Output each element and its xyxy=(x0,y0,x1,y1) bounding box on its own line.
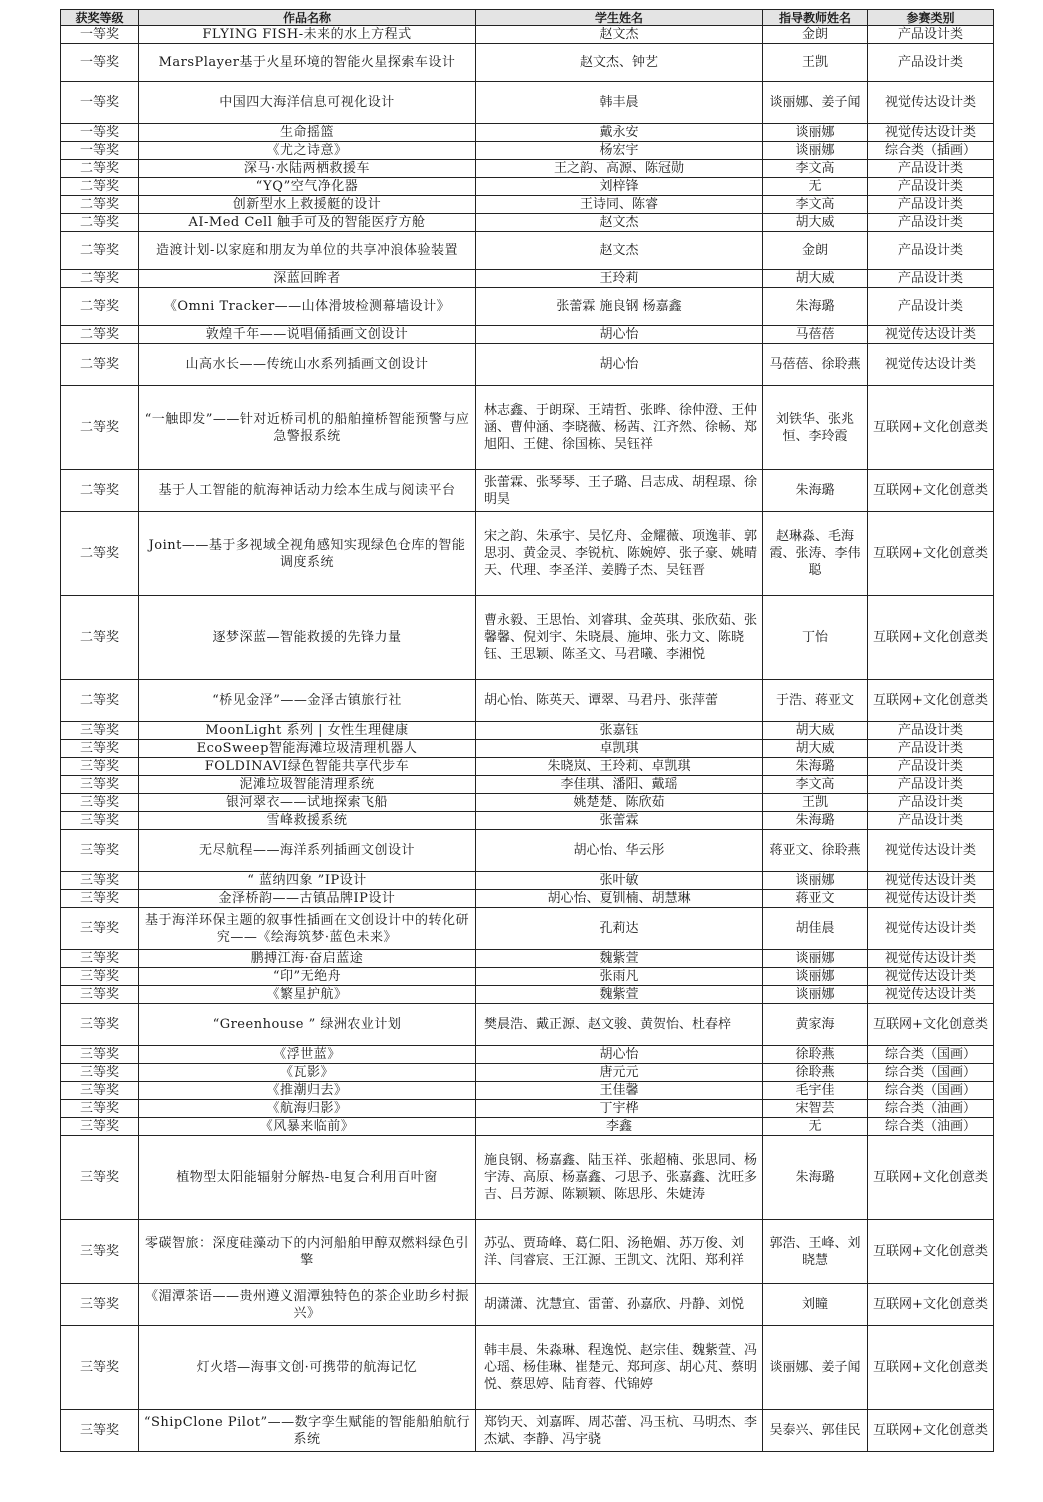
student-names-cell: 李佳琪、潘阳、戴瑶 xyxy=(476,776,763,794)
work-title-cell: 金泽桥韵——古镇品牌IP设计 xyxy=(139,890,476,908)
category-cell: 互联网+文化创意类 xyxy=(868,1136,994,1220)
award-level-cell: 一等奖 xyxy=(61,44,139,82)
advisor-names-cell: 毛宇佳 xyxy=(763,1082,868,1100)
work-title-cell: “YQ”空气净化器 xyxy=(139,178,476,196)
table-row xyxy=(61,344,994,386)
work-title-cell: 逐梦深蓝—智能救援的先锋力量 xyxy=(139,596,476,680)
student-names-cell: 刘梓锋 xyxy=(476,178,763,196)
award-level-cell: 二等奖 xyxy=(61,232,139,270)
category-cell: 视觉传达设计类 xyxy=(868,326,994,344)
student-names-cell: 韩丰晨、朱淼琳、程逸悦、赵宗佳、魏紫萱、冯心瑶、杨佳琳、崔楚元、郑珂彦、胡心芃、蔡明悦、蔡思婷、陆育蓉、代锦婷 xyxy=(476,1326,763,1410)
table-row xyxy=(61,1046,994,1064)
table-row xyxy=(61,968,994,986)
award-level-cell: 三等奖 xyxy=(61,1136,139,1220)
category-cell: 产品设计类 xyxy=(868,196,994,214)
student-names-cell: 樊晨浩、戴正源、赵文骏、黄贺怡、杜春梓 xyxy=(476,1004,763,1046)
work-title-cell: 《尤之诗意》 xyxy=(139,142,476,160)
award-level-cell: 三等奖 xyxy=(61,1004,139,1046)
advisor-names-cell: 吴泰兴、郭佳民 xyxy=(763,1410,868,1452)
work-title-cell: 《风暴来临前》 xyxy=(139,1118,476,1136)
award-level-cell: 三等奖 xyxy=(61,950,139,968)
category-cell: 视觉传达设计类 xyxy=(868,890,994,908)
table-row xyxy=(61,596,994,680)
table-row xyxy=(61,270,994,288)
award-level-cell: 一等奖 xyxy=(61,82,139,124)
category-cell: 视觉传达设计类 xyxy=(868,124,994,142)
table-row xyxy=(61,1064,994,1082)
category-cell: 产品设计类 xyxy=(868,722,994,740)
award-level-cell: 三等奖 xyxy=(61,740,139,758)
work-title-cell: AI-Med Cell 触手可及的智能医疗方舱 xyxy=(139,214,476,232)
advisor-names-cell: 谈丽娜 xyxy=(763,968,868,986)
category-cell: 视觉传达设计类 xyxy=(868,950,994,968)
work-title-cell: 《Omni Tracker——山体滑坡检测幕墙设计》 xyxy=(139,288,476,326)
student-names-cell: 王玲莉 xyxy=(476,270,763,288)
advisor-names-cell: 胡大威 xyxy=(763,214,868,232)
student-names-cell: 胡心怡、夏钏楠、胡慧琳 xyxy=(476,890,763,908)
award-level-cell: 二等奖 xyxy=(61,270,139,288)
student-names-cell: 胡心怡 xyxy=(476,1046,763,1064)
table-row xyxy=(61,512,994,596)
advisor-names-cell: 胡佳晨 xyxy=(763,908,868,950)
table-row xyxy=(61,830,994,872)
advisor-names-cell: 无 xyxy=(763,1118,868,1136)
category-cell: 互联网+文化创意类 xyxy=(868,1284,994,1326)
student-names-cell: 张雨凡 xyxy=(476,968,763,986)
table-row xyxy=(61,908,994,950)
advisor-names-cell: 胡大威 xyxy=(763,270,868,288)
category-cell: 互联网+文化创意类 xyxy=(868,596,994,680)
category-cell: 产品设计类 xyxy=(868,178,994,196)
award-level-cell: 二等奖 xyxy=(61,288,139,326)
category-cell: 互联网+文化创意类 xyxy=(868,1326,994,1410)
award-level-cell: 三等奖 xyxy=(61,722,139,740)
table-row xyxy=(61,288,994,326)
advisor-names-cell: 黄家海 xyxy=(763,1004,868,1046)
student-names-cell: 宋之韵、朱承宇、吴忆舟、金耀薇、项逸菲、郭思羽、黄金灵、李锐杭、陈婉婷、张子豪、姚晴天、代理、李圣洋、姜腾子杰、吴钰晋 xyxy=(476,512,763,596)
student-names-cell: 张嘉钰 xyxy=(476,722,763,740)
work-title-cell: 基于海洋环保主题的叙事性插画在文创设计中的转化研究——《绘海筑梦·蓝色未来》 xyxy=(139,908,476,950)
advisor-names-cell: 金朗 xyxy=(763,26,868,44)
student-names-cell: 朱晓岚、王玲莉、卓凯琪 xyxy=(476,758,763,776)
student-names-cell: 卓凯琪 xyxy=(476,740,763,758)
award-level-cell: 二等奖 xyxy=(61,326,139,344)
table-row xyxy=(61,160,994,178)
student-names-cell: 魏紫萱 xyxy=(476,950,763,968)
work-title-cell: 《航海归影》 xyxy=(139,1100,476,1118)
work-title-cell: “ 蓝纳四象 ”IP设计 xyxy=(139,872,476,890)
category-cell: 产品设计类 xyxy=(868,26,994,44)
work-title-cell: MarsPlayer基于火星环境的智能火星探索车设计 xyxy=(139,44,476,82)
award-level-cell: 三等奖 xyxy=(61,1046,139,1064)
award-level-cell: 二等奖 xyxy=(61,344,139,386)
table-row xyxy=(61,890,994,908)
award-level-cell: 二等奖 xyxy=(61,160,139,178)
work-title-cell: “一触即发”——针对近桥司机的船舶撞桥智能预警与应急警报系统 xyxy=(139,386,476,470)
award-level-cell: 二等奖 xyxy=(61,178,139,196)
work-title-cell: 《浮世蓝》 xyxy=(139,1046,476,1064)
work-title-cell: EcoSweep智能海滩垃圾清理机器人 xyxy=(139,740,476,758)
advisor-names-cell: 蒋亚文 xyxy=(763,890,868,908)
award-level-cell: 三等奖 xyxy=(61,872,139,890)
advisor-names-cell: 胡大威 xyxy=(763,722,868,740)
advisor-names-cell: 谈丽娜 xyxy=(763,986,868,1004)
category-cell: 综合类（国画） xyxy=(868,1046,994,1064)
award-level-cell: 二等奖 xyxy=(61,196,139,214)
student-names-cell: 施良钢、杨嘉鑫、陆玉祥、张超楠、张思同、杨宇涛、高原、杨嘉鑫、刁思予、张嘉鑫、沈旺多吉、吕芳源、陈颖颖、陈思彤、朱婕涛 xyxy=(476,1136,763,1220)
category-cell: 综合类（油画） xyxy=(868,1118,994,1136)
category-cell: 互联网+文化创意类 xyxy=(868,512,994,596)
table-row xyxy=(61,232,994,270)
student-names-cell: 张蕾霖、张琴琴、王子璐、吕志成、胡程璟、徐明昊 xyxy=(476,470,763,512)
award-level-cell: 三等奖 xyxy=(61,1118,139,1136)
advisor-names-cell: 谈丽娜、姜子闻 xyxy=(763,82,868,124)
advisor-names-cell: 朱海璐 xyxy=(763,758,868,776)
student-names-cell: 赵文杰 xyxy=(476,214,763,232)
table-row xyxy=(61,1326,994,1410)
category-cell: 视觉传达设计类 xyxy=(868,986,994,1004)
work-title-cell: 银河翠衣——试地探索飞船 xyxy=(139,794,476,812)
award-level-cell: 二等奖 xyxy=(61,470,139,512)
category-cell: 互联网+文化创意类 xyxy=(868,1220,994,1284)
header-award-level: 获奖等级 xyxy=(61,10,139,26)
category-cell: 产品设计类 xyxy=(868,812,994,830)
header-advisor-names: 指导教师姓名 xyxy=(763,10,868,26)
work-title-cell: 零碳智旅：深度硅藻动下的内河船舶甲醇双燃料绿色引擎 xyxy=(139,1220,476,1284)
table-row xyxy=(61,1082,994,1100)
table-row xyxy=(61,386,994,470)
work-title-cell: 鹏搏江海·奋启蓝途 xyxy=(139,950,476,968)
advisor-names-cell: 朱海璐 xyxy=(763,470,868,512)
table-row xyxy=(61,986,994,1004)
work-title-cell: 无尽航程——海洋系列插画文创设计 xyxy=(139,830,476,872)
category-cell: 互联网+文化创意类 xyxy=(868,1410,994,1452)
student-names-cell: 孔莉达 xyxy=(476,908,763,950)
header-student-names: 学生姓名 xyxy=(476,10,763,26)
category-cell: 视觉传达设计类 xyxy=(868,830,994,872)
category-cell: 产品设计类 xyxy=(868,794,994,812)
table-row xyxy=(61,680,994,722)
award-level-cell: 二等奖 xyxy=(61,596,139,680)
table-body xyxy=(61,26,994,1452)
category-cell: 产品设计类 xyxy=(868,776,994,794)
table-row xyxy=(61,794,994,812)
student-names-cell: 姚楚楚、陈欣茹 xyxy=(476,794,763,812)
award-level-cell: 三等奖 xyxy=(61,1410,139,1452)
student-names-cell: 张蕾霖 xyxy=(476,812,763,830)
student-names-cell: 张蕾霖 施良钢 杨嘉鑫 xyxy=(476,288,763,326)
award-level-cell: 一等奖 xyxy=(61,142,139,160)
advisor-names-cell: 李文高 xyxy=(763,196,868,214)
advisor-names-cell: 李文高 xyxy=(763,776,868,794)
category-cell: 视觉传达设计类 xyxy=(868,908,994,950)
award-level-cell: 三等奖 xyxy=(61,1220,139,1284)
award-table xyxy=(60,9,994,1452)
category-cell: 产品设计类 xyxy=(868,758,994,776)
advisor-names-cell: 徐聆燕 xyxy=(763,1046,868,1064)
category-cell: 综合类（插画） xyxy=(868,142,994,160)
category-cell: 互联网+文化创意类 xyxy=(868,386,994,470)
table-row xyxy=(61,82,994,124)
work-title-cell: 深蓝回眸者 xyxy=(139,270,476,288)
advisor-names-cell: 王凯 xyxy=(763,794,868,812)
table-row xyxy=(61,812,994,830)
award-level-cell: 三等奖 xyxy=(61,830,139,872)
award-level-cell: 三等奖 xyxy=(61,968,139,986)
category-cell: 产品设计类 xyxy=(868,232,994,270)
advisor-names-cell: 丁怡 xyxy=(763,596,868,680)
category-cell: 视觉传达设计类 xyxy=(868,968,994,986)
category-cell: 产品设计类 xyxy=(868,740,994,758)
table-row xyxy=(61,1410,994,1452)
advisor-names-cell: 马蓓蓓、徐聆燕 xyxy=(763,344,868,386)
award-level-cell: 三等奖 xyxy=(61,794,139,812)
student-names-cell: 魏紫萱 xyxy=(476,986,763,1004)
advisor-names-cell: 马蓓蓓 xyxy=(763,326,868,344)
header-row xyxy=(61,10,994,26)
work-title-cell: “Greenhouse ” 绿洲农业计划 xyxy=(139,1004,476,1046)
advisor-names-cell: 朱海璐 xyxy=(763,1136,868,1220)
table-row xyxy=(61,196,994,214)
award-level-cell: 二等奖 xyxy=(61,512,139,596)
category-cell: 视觉传达设计类 xyxy=(868,872,994,890)
student-names-cell: 王佳馨 xyxy=(476,1082,763,1100)
table-header xyxy=(61,10,994,26)
advisor-names-cell: 于浩、蒋亚文 xyxy=(763,680,868,722)
advisor-names-cell: 李文高 xyxy=(763,160,868,178)
student-names-cell: 苏弘、贾琦峰、葛仁阳、汤艳媚、苏万俊、刘洋、闫睿宸、王江源、王凯文、沈阳、郑利祥 xyxy=(476,1220,763,1284)
table-row xyxy=(61,1220,994,1284)
award-level-cell: 三等奖 xyxy=(61,1064,139,1082)
category-cell: 互联网+文化创意类 xyxy=(868,680,994,722)
category-cell: 综合类（油画） xyxy=(868,1100,994,1118)
table-row xyxy=(61,178,994,196)
table-row xyxy=(61,1118,994,1136)
work-title-cell: 《繁星护航》 xyxy=(139,986,476,1004)
student-names-cell: 王之韵、高源、陈冠勋 xyxy=(476,160,763,178)
award-level-cell: 一等奖 xyxy=(61,26,139,44)
table-row xyxy=(61,950,994,968)
advisor-names-cell: 金朗 xyxy=(763,232,868,270)
table-row xyxy=(61,1284,994,1326)
work-title-cell: 基于人工智能的航海神话动力绘本生成与阅读平台 xyxy=(139,470,476,512)
award-level-cell: 三等奖 xyxy=(61,1284,139,1326)
advisor-names-cell: 刘铁华、张兆恒、李玲霞 xyxy=(763,386,868,470)
category-cell: 产品设计类 xyxy=(868,270,994,288)
work-title-cell: 雪峰救援系统 xyxy=(139,812,476,830)
table-row xyxy=(61,326,994,344)
award-level-cell: 二等奖 xyxy=(61,214,139,232)
award-level-cell: 三等奖 xyxy=(61,758,139,776)
advisor-names-cell: 谈丽娜 xyxy=(763,124,868,142)
advisor-names-cell: 胡大威 xyxy=(763,740,868,758)
header-category: 参赛类别 xyxy=(868,10,994,26)
advisor-names-cell: 宋智芸 xyxy=(763,1100,868,1118)
work-title-cell: 泥滩垃圾智能清理系统 xyxy=(139,776,476,794)
student-names-cell: 丁宇桦 xyxy=(476,1100,763,1118)
table-row xyxy=(61,470,994,512)
student-names-cell: 戴永安 xyxy=(476,124,763,142)
work-title-cell: 深马·水陆两栖救援车 xyxy=(139,160,476,178)
table-row xyxy=(61,44,994,82)
advisor-names-cell: 谈丽娜 xyxy=(763,950,868,968)
student-names-cell: 郑钧天、刘嘉晖、周芯蕾、冯玉杭、马明杰、李杰斌、李静、冯宇骁 xyxy=(476,1410,763,1452)
category-cell: 产品设计类 xyxy=(868,288,994,326)
student-names-cell: 王诗同、陈睿 xyxy=(476,196,763,214)
work-title-cell: 《推潮归去》 xyxy=(139,1082,476,1100)
student-names-cell: 胡心怡、陈英天、谭翠、马君丹、张萍蕾 xyxy=(476,680,763,722)
advisor-names-cell: 王凯 xyxy=(763,44,868,82)
award-level-cell: 三等奖 xyxy=(61,812,139,830)
work-title-cell: 造渡计划-以家庭和朋友为单位的共享冲浪体验装置 xyxy=(139,232,476,270)
student-names-cell: 杨宏宇 xyxy=(476,142,763,160)
table-row xyxy=(61,758,994,776)
award-level-cell: 二等奖 xyxy=(61,386,139,470)
work-title-cell: 生命摇篮 xyxy=(139,124,476,142)
advisor-names-cell: 赵琳淼、毛海霞、张涛、李伟聪 xyxy=(763,512,868,596)
table-row xyxy=(61,1004,994,1046)
student-names-cell: 胡潇潇、沈慧宜、雷蕾、孙嘉欣、丹静、刘悦 xyxy=(476,1284,763,1326)
category-cell: 互联网+文化创意类 xyxy=(868,1004,994,1046)
advisor-names-cell: 朱海璐 xyxy=(763,288,868,326)
table-row xyxy=(61,26,994,44)
award-level-cell: 三等奖 xyxy=(61,890,139,908)
work-title-cell: FOLDINAVI绿色智能共享代步车 xyxy=(139,758,476,776)
work-title-cell: “印”无绝舟 xyxy=(139,968,476,986)
category-cell: 产品设计类 xyxy=(868,214,994,232)
award-level-cell: 三等奖 xyxy=(61,908,139,950)
category-cell: 产品设计类 xyxy=(868,44,994,82)
advisor-names-cell: 谈丽娜 xyxy=(763,872,868,890)
category-cell: 综合类（国画） xyxy=(868,1082,994,1100)
work-title-cell: 《湄潭茶语——贵州遵义湄潭独特色的茶企业助乡村振兴》 xyxy=(139,1284,476,1326)
table-row xyxy=(61,1136,994,1220)
advisor-names-cell: 谈丽娜、姜子闻 xyxy=(763,1326,868,1410)
award-level-cell: 一等奖 xyxy=(61,124,139,142)
advisor-names-cell: 刘瞳 xyxy=(763,1284,868,1326)
advisor-names-cell: 朱海璐 xyxy=(763,812,868,830)
work-title-cell: Joint——基于多视域全视角感知实现绿色仓库的智能调度系统 xyxy=(139,512,476,596)
category-cell: 互联网+文化创意类 xyxy=(868,470,994,512)
award-level-cell: 三等奖 xyxy=(61,1326,139,1410)
advisor-names-cell: 谈丽娜 xyxy=(763,142,868,160)
student-names-cell: 李鑫 xyxy=(476,1118,763,1136)
student-names-cell: 曹永毅、王思怡、刘睿琪、金英琪、张欣茹、张馨馨、倪刘宇、朱晓晨、施坤、张力文、陈晓钰、王思颖、陈圣文、马君曦、李湘悦 xyxy=(476,596,763,680)
work-title-cell: “桥见金泽”——金泽古镇旅行社 xyxy=(139,680,476,722)
work-title-cell: 中国四大海洋信息可视化设计 xyxy=(139,82,476,124)
work-title-cell: 《瓦影》 xyxy=(139,1064,476,1082)
category-cell: 综合类（国画） xyxy=(868,1064,994,1082)
work-title-cell: 敦煌千年——说唱俑插画文创设计 xyxy=(139,326,476,344)
work-title-cell: 山高水长——传统山水系列插画文创设计 xyxy=(139,344,476,386)
work-title-cell: “ShipClone Pilot”——数字孪生赋能的智能船舶航行系统 xyxy=(139,1410,476,1452)
award-level-cell: 三等奖 xyxy=(61,776,139,794)
advisor-names-cell: 郭浩、王峰、刘晓慧 xyxy=(763,1220,868,1284)
award-level-cell: 三等奖 xyxy=(61,1100,139,1118)
work-title-cell: FLYING FISH-未来的水上方程式 xyxy=(139,26,476,44)
category-cell: 产品设计类 xyxy=(868,160,994,178)
student-names-cell: 林志鑫、于朗琛、王靖哲、张晔、徐仲澄、王仲涵、曹仲涵、李晓薇、杨茜、江齐然、徐畅、郑旭阳、王健、徐国栋、吴钰祥 xyxy=(476,386,763,470)
work-title-cell: MoonLight 系列 | 女性生理健康 xyxy=(139,722,476,740)
student-names-cell: 韩丰晨 xyxy=(476,82,763,124)
work-title-cell: 灯火塔—海事文创·可携带的航海记忆 xyxy=(139,1326,476,1410)
table-row xyxy=(61,872,994,890)
header-work-title: 作品名称 xyxy=(139,10,476,26)
award-level-cell: 三等奖 xyxy=(61,1082,139,1100)
category-cell: 视觉传达设计类 xyxy=(868,344,994,386)
table-row xyxy=(61,142,994,160)
table-row xyxy=(61,124,994,142)
advisor-names-cell: 无 xyxy=(763,178,868,196)
student-names-cell: 赵文杰 xyxy=(476,232,763,270)
advisor-names-cell: 徐聆燕 xyxy=(763,1064,868,1082)
student-names-cell: 胡心怡 xyxy=(476,326,763,344)
student-names-cell: 胡心怡、华云彤 xyxy=(476,830,763,872)
student-names-cell: 唐元元 xyxy=(476,1064,763,1082)
table-row xyxy=(61,1100,994,1118)
award-level-cell: 二等奖 xyxy=(61,680,139,722)
student-names-cell: 张叶敏 xyxy=(476,872,763,890)
award-table-sheet xyxy=(60,9,993,1452)
work-title-cell: 创新型水上救援艇的设计 xyxy=(139,196,476,214)
table-row xyxy=(61,740,994,758)
student-names-cell: 胡心怡 xyxy=(476,344,763,386)
student-names-cell: 赵文杰 xyxy=(476,26,763,44)
student-names-cell: 赵文杰、钟艺 xyxy=(476,44,763,82)
work-title-cell: 植物型太阳能辐射分解热-电复合利用百叶窗 xyxy=(139,1136,476,1220)
advisor-names-cell: 蒋亚文、徐聆燕 xyxy=(763,830,868,872)
table-row xyxy=(61,214,994,232)
table-row xyxy=(61,722,994,740)
category-cell: 视觉传达设计类 xyxy=(868,82,994,124)
award-level-cell: 三等奖 xyxy=(61,986,139,1004)
table-row xyxy=(61,776,994,794)
